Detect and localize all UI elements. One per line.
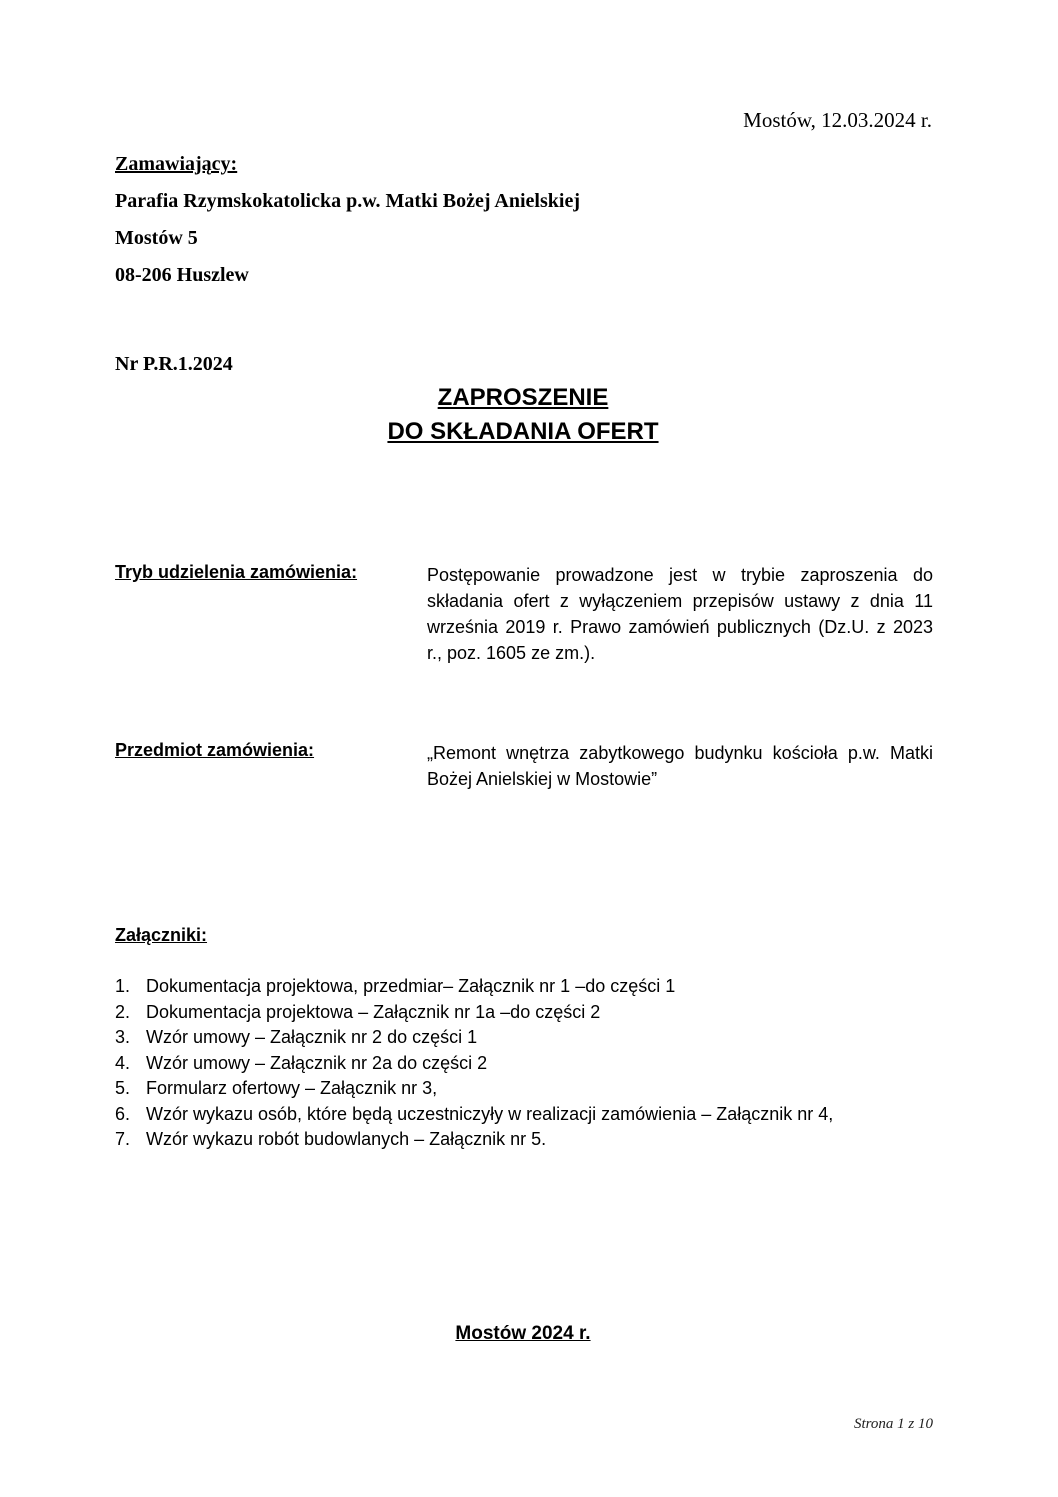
orderer-street: Mostów 5: [115, 227, 198, 249]
attachment-text: Wzór wykazu osób, które będą uczestniczyły w realizacji zamówienia – Załącznik nr 4,: [146, 1103, 834, 1124]
award-mode-label: Tryb udzielenia zamówienia:: [115, 562, 358, 582]
orderer-name: Parafia Rzymskokatolicka p.w. Matki Bożej Anielskiej: [115, 190, 580, 212]
attachment-item: [115, 974, 833, 1000]
award-mode-value: Postępowanie prowadzone jest w trybie zaproszenia do składania ofert z wyłączeniem przepisów ustawy z dnia 11 września 2019 r. Prawo zamówień publicznych (Dz.U. z 2023 r., poz. 1605 ze zm.).: [427, 565, 933, 663]
document-title: [0, 381, 1046, 449]
attachment-number: 6.: [115, 1103, 131, 1124]
attachment-item: [115, 1051, 833, 1077]
orderer-heading: Zamawiający:: [115, 153, 238, 175]
attachment-number: 5.: [115, 1078, 131, 1098]
attachment-text: Dokumentacja projektowa, przedmiar– Załącznik nr 1 –do części 1: [146, 976, 676, 996]
attachment-number: 4.: [115, 1052, 131, 1073]
attachment-text: Formularz ofertowy – Załącznik nr 3,: [146, 1078, 438, 1098]
attachment-number: 1.: [115, 976, 131, 996]
attachment-text: Wzór wykazu robót budowlanych – Załącznik nr 5.: [146, 1129, 547, 1149]
attachment-number: 7.: [115, 1129, 131, 1149]
attachment-item: [115, 1102, 833, 1128]
place-date: Mostów, 12.03.2024 r.: [743, 108, 932, 132]
title-line-1: ZAPROSZENIE: [437, 384, 609, 411]
attachment-item: [115, 1025, 833, 1051]
title-line-2: DO SKŁADANIA OFERT: [387, 418, 659, 445]
attachments-heading: Załączniki:: [115, 925, 208, 945]
subject-label: Przedmiot zamówienia:: [115, 740, 315, 760]
attachment-text: Wzór umowy – Załącznik nr 2 do części 1: [146, 1027, 478, 1047]
attachment-text: Wzór umowy – Załącznik nr 2a do części 2: [146, 1052, 488, 1073]
attachment-item: [115, 1076, 833, 1102]
orderer-block: [115, 146, 580, 294]
footer-place-year: Mostów 2024 r.: [455, 1323, 591, 1344]
attachment-text: Dokumentacja projektowa – Załącznik nr 1a –do części 2: [146, 1001, 601, 1022]
attachments-list: [115, 974, 833, 1153]
attachment-number: 2.: [115, 1001, 131, 1022]
subject-value: „Remont wnętrza zabytkowego budynku kościoła p.w. Matki Bożej Anielskiej w Mostowie”: [427, 743, 933, 789]
reference-number: Nr P.R.1.2024: [115, 353, 233, 375]
attachment-item: [115, 1127, 833, 1153]
page-counter: Strona 1 z 10: [853, 1416, 933, 1432]
orderer-postal-city: 08-206 Huszlew: [115, 264, 249, 286]
attachment-number: 3.: [115, 1027, 131, 1047]
attachment-item: [115, 1000, 833, 1026]
